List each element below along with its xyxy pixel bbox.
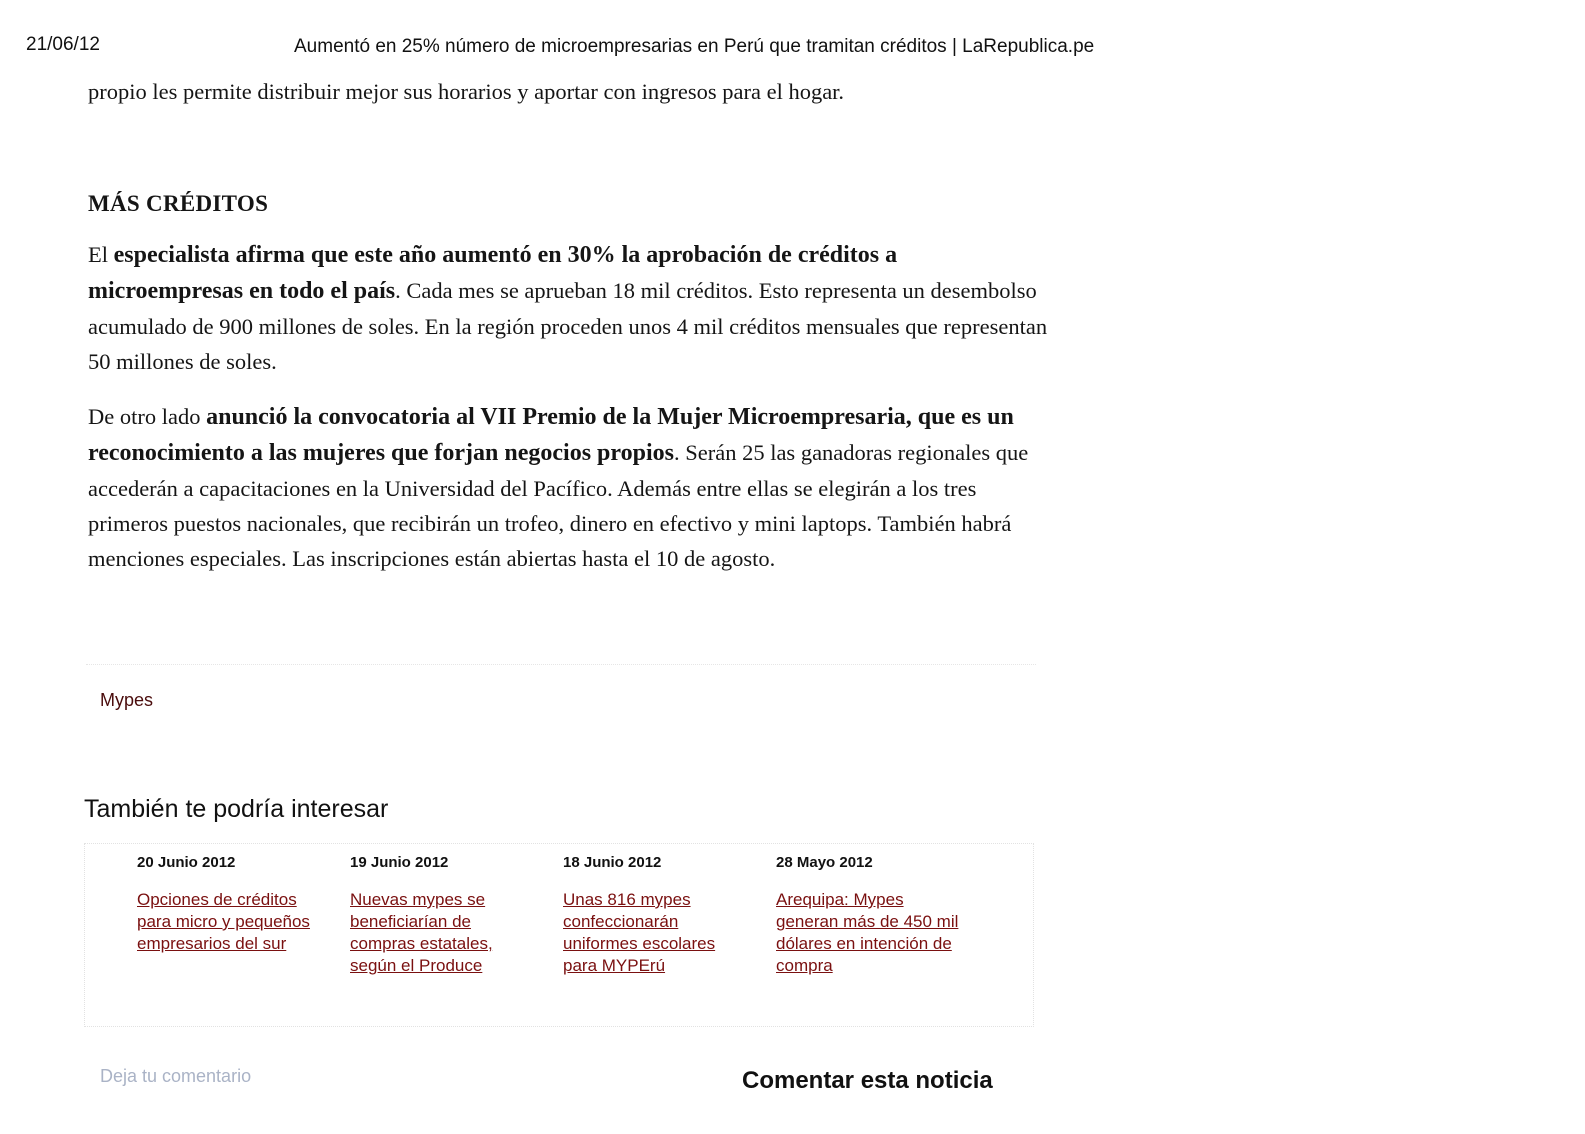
- paragraph-lead-text: De otro lado: [88, 404, 207, 429]
- article-paragraph: [88, 237, 1048, 379]
- print-header: [0, 34, 1585, 64]
- paragraph-rest-text: . Serán 25 las ganadoras regionales que accederán a capacitaciones en la Universidad del Pacífico. Además entre ellas se elegirán a los tres primeros puestos nacionales, que recibirán un trofeo, dinero en efectivo y mini laptops. También habrá menciones especiales. Las inscripciones están abiertas hasta el 10 de agosto.: [88, 440, 1029, 571]
- article-subheading: MÁS CRÉDITOS: [88, 191, 269, 216]
- related-section-heading: También te podría interesar: [84, 795, 389, 823]
- paragraph-lead-text: El: [88, 242, 114, 267]
- related-article-link[interactable]: Arequipa: Mypes generan más de 450 mil dólares en intención de compra: [776, 890, 959, 975]
- comment-section-heading: Comentar esta noticia: [742, 1067, 993, 1094]
- article-paragraph: [88, 399, 1048, 576]
- article-body: [88, 74, 1048, 576]
- article-intro-line: propio les permite distribuir mejor sus horarios y aportar con ingresos para el hogar.: [88, 79, 845, 104]
- tag-link-mypes[interactable]: Mypes: [100, 690, 154, 710]
- related-article: [137, 854, 337, 955]
- comment-input[interactable]: [100, 1066, 360, 1087]
- dotted-divider: [86, 664, 1036, 665]
- related-article-link[interactable]: Nuevas mypes se beneficiarían de compras estatales, según el Produce: [350, 890, 493, 975]
- related-article: [563, 854, 763, 977]
- related-article-date: 28 Mayo 2012: [776, 854, 873, 871]
- related-article-date: 18 Junio 2012: [563, 854, 662, 871]
- related-article-date: 20 Junio 2012: [137, 854, 236, 871]
- related-article: [350, 854, 550, 977]
- related-article-link[interactable]: Unas 816 mypes confeccionarán uniformes escolares para MYPErú: [563, 890, 716, 975]
- paragraph-bold-text: anunció la convocatoria al VII Premio de la Mujer Microempresaria, que es un reconocimiento a las mujeres que forjan negocios propios: [88, 404, 1014, 466]
- print-date: 21/06/12: [26, 34, 100, 55]
- print-page-title: Aumentó en 25% número de microempresarias en Perú que tramitan créditos | LaRepublica.pe: [294, 36, 1095, 57]
- paragraph-rest-text: . Cada mes se aprueban 18 mil créditos. Esto representa un desembolso acumulado de 900 millones de soles. En la región proceden unos 4 mil créditos mensuales que representan 50 millones de soles.: [88, 278, 1048, 374]
- related-article: [776, 854, 976, 977]
- related-article-link[interactable]: Opciones de créditos para micro y pequeños empresarios del sur: [137, 890, 310, 953]
- related-article-date: 19 Junio 2012: [350, 854, 449, 871]
- related-articles-box: [84, 843, 1034, 1027]
- paragraph-bold-text: especialista afirma que este año aumentó en 30% la aprobación de créditos a microempresas en todo el país: [88, 242, 898, 304]
